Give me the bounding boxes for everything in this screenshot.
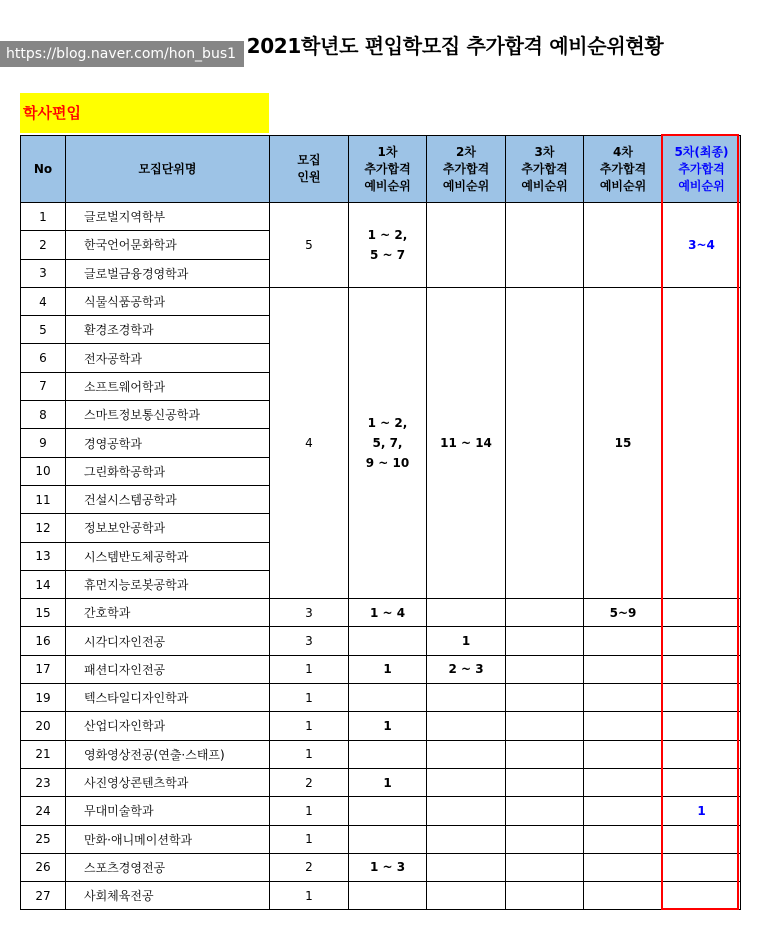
header-line: 예비순위	[442, 178, 490, 193]
row-round-3	[506, 740, 584, 768]
row-round-1: 1 ~ 4	[349, 599, 427, 627]
header-quota	[270, 136, 349, 203]
header-quota-line: 모집	[297, 153, 321, 167]
row-round-4	[584, 853, 663, 881]
row-unit-name: 한국언어문화학과	[66, 231, 270, 259]
row-unit-name: 그린화학공학과	[66, 457, 270, 485]
row-round-4: 5~9	[584, 599, 663, 627]
row-no: 24	[21, 797, 66, 825]
row-round-4	[584, 797, 663, 825]
rank-line: 1 ~ 2,	[367, 227, 408, 242]
table-row	[21, 684, 741, 712]
row-no: 15	[21, 599, 66, 627]
row-round-2: 2 ~ 3	[427, 655, 506, 683]
row-round-1: 1	[349, 655, 427, 683]
row-round-5	[663, 684, 741, 712]
row-round-5	[663, 599, 741, 627]
row-no: 10	[21, 457, 66, 485]
table-row	[21, 882, 741, 910]
group-round-3	[506, 203, 584, 288]
row-no: 7	[21, 372, 66, 400]
group-round-5: 3~4	[663, 203, 741, 288]
row-no: 26	[21, 853, 66, 881]
row-quota: 2	[270, 768, 349, 796]
table-row	[21, 203, 741, 231]
row-no: 4	[21, 287, 66, 315]
row-unit-name: 시스템반도체공학과	[66, 542, 270, 570]
row-unit-name: 무대미술학과	[66, 797, 270, 825]
row-round-2	[427, 768, 506, 796]
row-unit-name: 휴먼지능로봇공학과	[66, 570, 270, 598]
header-quota-line: 인원	[297, 170, 321, 184]
rank-line: 5, 7,	[372, 436, 403, 451]
row-round-4	[584, 627, 663, 655]
row-unit-name: 전자공학과	[66, 344, 270, 372]
row-round-3	[506, 882, 584, 910]
row-unit-name: 정보보안공학과	[66, 514, 270, 542]
row-no: 2	[21, 231, 66, 259]
row-no: 27	[21, 882, 66, 910]
row-no: 13	[21, 542, 66, 570]
row-no: 14	[21, 570, 66, 598]
row-no: 6	[21, 344, 66, 372]
row-round-1	[349, 740, 427, 768]
row-unit-name: 소프트웨어학과	[66, 372, 270, 400]
blog-watermark: https://blog.naver.com/hon_bus1	[0, 41, 244, 67]
row-quota: 3	[270, 599, 349, 627]
row-round-5	[663, 825, 741, 853]
row-round-5	[663, 882, 741, 910]
row-round-1	[349, 684, 427, 712]
row-round-2	[427, 825, 506, 853]
section-label: 학사편입	[20, 93, 269, 133]
row-round-1	[349, 882, 427, 910]
header-line: 2차	[456, 144, 476, 159]
group-quota: 4	[270, 287, 349, 598]
rank-line: 5 ~ 7	[369, 247, 406, 262]
row-round-4	[584, 882, 663, 910]
row-quota: 1	[270, 655, 349, 683]
header-line: 추가합격	[678, 161, 725, 176]
row-no: 16	[21, 627, 66, 655]
row-unit-name: 환경조경학과	[66, 316, 270, 344]
row-unit-name: 만화·애니메이션학과	[66, 825, 270, 853]
row-no: 12	[21, 514, 66, 542]
row-quota: 1	[270, 882, 349, 910]
row-round-2	[427, 797, 506, 825]
group-round-2: 11 ~ 14	[427, 287, 506, 598]
table-header	[21, 136, 741, 203]
group-round-1	[349, 203, 427, 288]
header-line: 예비순위	[599, 178, 647, 193]
row-unit-name: 건설시스템공학과	[66, 485, 270, 513]
table-row	[21, 712, 741, 740]
row-round-2	[427, 599, 506, 627]
row-round-3	[506, 655, 584, 683]
row-round-5	[663, 768, 741, 796]
row-no: 23	[21, 768, 66, 796]
row-round-3	[506, 627, 584, 655]
row-no: 5	[21, 316, 66, 344]
row-round-2	[427, 740, 506, 768]
waitlist-table	[20, 135, 741, 910]
table-body	[21, 203, 741, 910]
row-round-1: 1	[349, 768, 427, 796]
row-quota: 2	[270, 853, 349, 881]
row-unit-name: 패션디자인전공	[66, 655, 270, 683]
table-row	[21, 853, 741, 881]
row-no: 17	[21, 655, 66, 683]
row-no: 8	[21, 401, 66, 429]
header-no: No	[21, 136, 66, 203]
table-row	[21, 655, 741, 683]
rank-line: 9 ~ 10	[365, 456, 410, 471]
row-round-2	[427, 712, 506, 740]
row-unit-name: 스포츠경영전공	[66, 853, 270, 881]
header-round-5-final	[663, 136, 741, 203]
table-row	[21, 287, 741, 315]
row-round-5	[663, 853, 741, 881]
row-unit-name: 사진영상콘텐츠학과	[66, 768, 270, 796]
header-line: 3차	[534, 144, 555, 159]
row-unit-name: 경영공학과	[66, 429, 270, 457]
group-round-2	[427, 203, 506, 288]
header-line: 예비순위	[364, 178, 411, 193]
title-text: 2021학년도 편입학모집 추가합격 예비순위현황	[246, 34, 664, 58]
table-row	[21, 627, 741, 655]
row-no: 1	[21, 203, 66, 231]
table-row	[21, 825, 741, 853]
row-no: 20	[21, 712, 66, 740]
group-round-4: 15	[584, 287, 663, 598]
header-line: 추가합격	[442, 161, 490, 176]
header-line: 4차	[613, 144, 633, 159]
header-line: 예비순위	[678, 178, 725, 193]
header-line: 추가합격	[364, 161, 411, 176]
row-round-3	[506, 768, 584, 796]
group-round-3	[506, 287, 584, 598]
row-quota: 1	[270, 825, 349, 853]
header-round-3	[506, 136, 584, 203]
header-line: 1차	[377, 144, 398, 159]
row-quota: 1	[270, 684, 349, 712]
row-round-4	[584, 684, 663, 712]
table-row	[21, 768, 741, 796]
table-row	[21, 797, 741, 825]
row-no: 3	[21, 259, 66, 287]
row-round-3	[506, 712, 584, 740]
row-unit-name: 영화영상전공(연출·스태프)	[66, 740, 270, 768]
group-round-4	[584, 203, 663, 288]
row-unit-name: 사회체육전공	[66, 882, 270, 910]
row-round-3	[506, 599, 584, 627]
row-no: 25	[21, 825, 66, 853]
row-quota: 1	[270, 797, 349, 825]
row-round-3	[506, 797, 584, 825]
row-round-3	[506, 825, 584, 853]
row-unit-name: 간호학과	[66, 599, 270, 627]
row-round-4	[584, 712, 663, 740]
rank-line: 1 ~ 2,	[367, 416, 408, 431]
header-line: 5차(최종)	[674, 144, 729, 159]
row-round-3	[506, 853, 584, 881]
row-no: 11	[21, 485, 66, 513]
row-round-5	[663, 712, 741, 740]
row-round-4	[584, 825, 663, 853]
row-round-1	[349, 627, 427, 655]
header-unit: 모집단위명	[66, 136, 270, 203]
row-unit-name: 글로벌금융경영학과	[66, 259, 270, 287]
header-round-4	[584, 136, 663, 203]
row-no: 21	[21, 740, 66, 768]
row-unit-name: 산업디자인학과	[66, 712, 270, 740]
row-round-1	[349, 797, 427, 825]
table-row	[21, 599, 741, 627]
row-unit-name: 시각디자인전공	[66, 627, 270, 655]
row-quota: 1	[270, 740, 349, 768]
header-line: 예비순위	[521, 178, 568, 193]
row-round-3	[506, 684, 584, 712]
row-unit-name: 텍스타일디자인학과	[66, 684, 270, 712]
row-round-1: 1	[349, 712, 427, 740]
row-no: 19	[21, 684, 66, 712]
header-line: 추가합격	[599, 161, 647, 176]
row-round-5	[663, 740, 741, 768]
row-unit-name: 글로벌지역학부	[66, 203, 270, 231]
row-round-4	[584, 740, 663, 768]
header-line: 추가합격	[521, 161, 568, 176]
row-round-1: 1 ~ 3	[349, 853, 427, 881]
table-row	[21, 740, 741, 768]
row-round-1	[349, 825, 427, 853]
row-round-2	[427, 853, 506, 881]
row-round-2	[427, 882, 506, 910]
row-round-5	[663, 655, 741, 683]
header-round-1	[349, 136, 427, 203]
row-quota: 3	[270, 627, 349, 655]
group-quota: 5	[270, 203, 349, 288]
row-round-2: 1	[427, 627, 506, 655]
group-round-5	[663, 287, 741, 598]
row-round-4	[584, 655, 663, 683]
header-row	[21, 136, 741, 203]
row-round-2	[427, 684, 506, 712]
row-unit-name: 스마트정보통신공학과	[66, 401, 270, 429]
row-round-4	[584, 768, 663, 796]
row-unit-name: 식물식품공학과	[66, 287, 270, 315]
header-round-2	[427, 136, 506, 203]
group-round-1	[349, 287, 427, 598]
row-round-5	[663, 627, 741, 655]
row-no: 9	[21, 429, 66, 457]
row-round-5: 1	[663, 797, 741, 825]
row-quota: 1	[270, 712, 349, 740]
